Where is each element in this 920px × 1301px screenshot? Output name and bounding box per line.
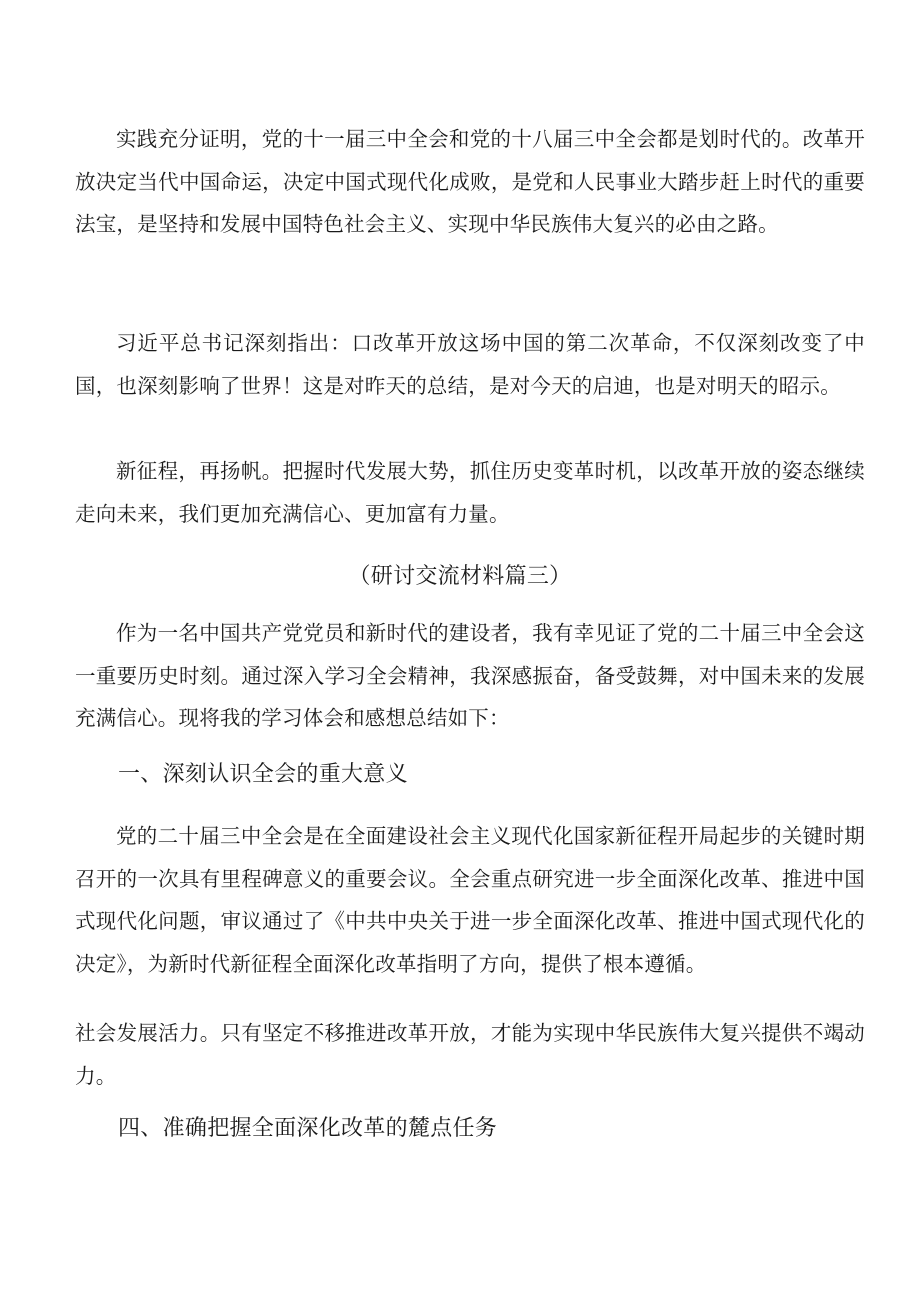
paragraph-new-journey: 新征程，再扬帆。把握时代发展大势，抓住历史变革时机，以改革开放的姿态继续走向未来，我们更加充满信心、更加富有力量。: [75, 459, 865, 526]
section-title: （研讨交流材料篇三）: [348, 564, 572, 589]
paragraph-xi-quote: 习近平总书记深刻指出：口改革开放这场中国的第二次革命，不仅深刻改变了中国，也深刻影响了世界！这是对昨天的总结，是对今天的启迪，也是对明天的昭示。: [75, 331, 865, 398]
paragraph-practice-proves: 实践充分证明，党的十一届三中全会和党的十八届三中全会都是划时代的。改革开放决定当代中国命运，决定中国式现代化成败，是党和人民事业大踏步赶上时代的重要法宝，是坚持和发展中国特色社会主义、实现中华民族伟大复兴的必由之路。: [75, 127, 865, 236]
paragraph-fragment: 社会发展活力。只有坚定不移推进改革开放，才能为实现中华民族伟大复兴提供不竭动力。: [75, 1021, 865, 1088]
paragraph-intro: 作为一名中国共产党党员和新时代的建设者，我有幸见证了党的二十届三中全会这一重要历史时刻。通过深入学习全会精神，我深感振奋，备受鼓舞，对中国未来的发展充满信心。现将我的学习体会和感想总结如下：: [75, 621, 865, 730]
paragraph-plenum-significance: 党的二十届三中全会是在全面建设社会主义现代化国家新征程开局起步的关键时期召开的一次具有里程碑意义的重要会议。全会重点研究进一步全面深化改革、推进中国式现代化问题，审议通过了《中共中央关于进一步全面深化改革、推进中国式现代化的决定》，为新时代新征程全面深化改革指明了方向，提供了根本遵循。: [75, 824, 865, 976]
heading-significance: 一、深刻认识全会的重大意义: [118, 762, 408, 787]
heading-key-tasks: 四、准确把握全面深化改革的麓点任务: [118, 1116, 498, 1141]
